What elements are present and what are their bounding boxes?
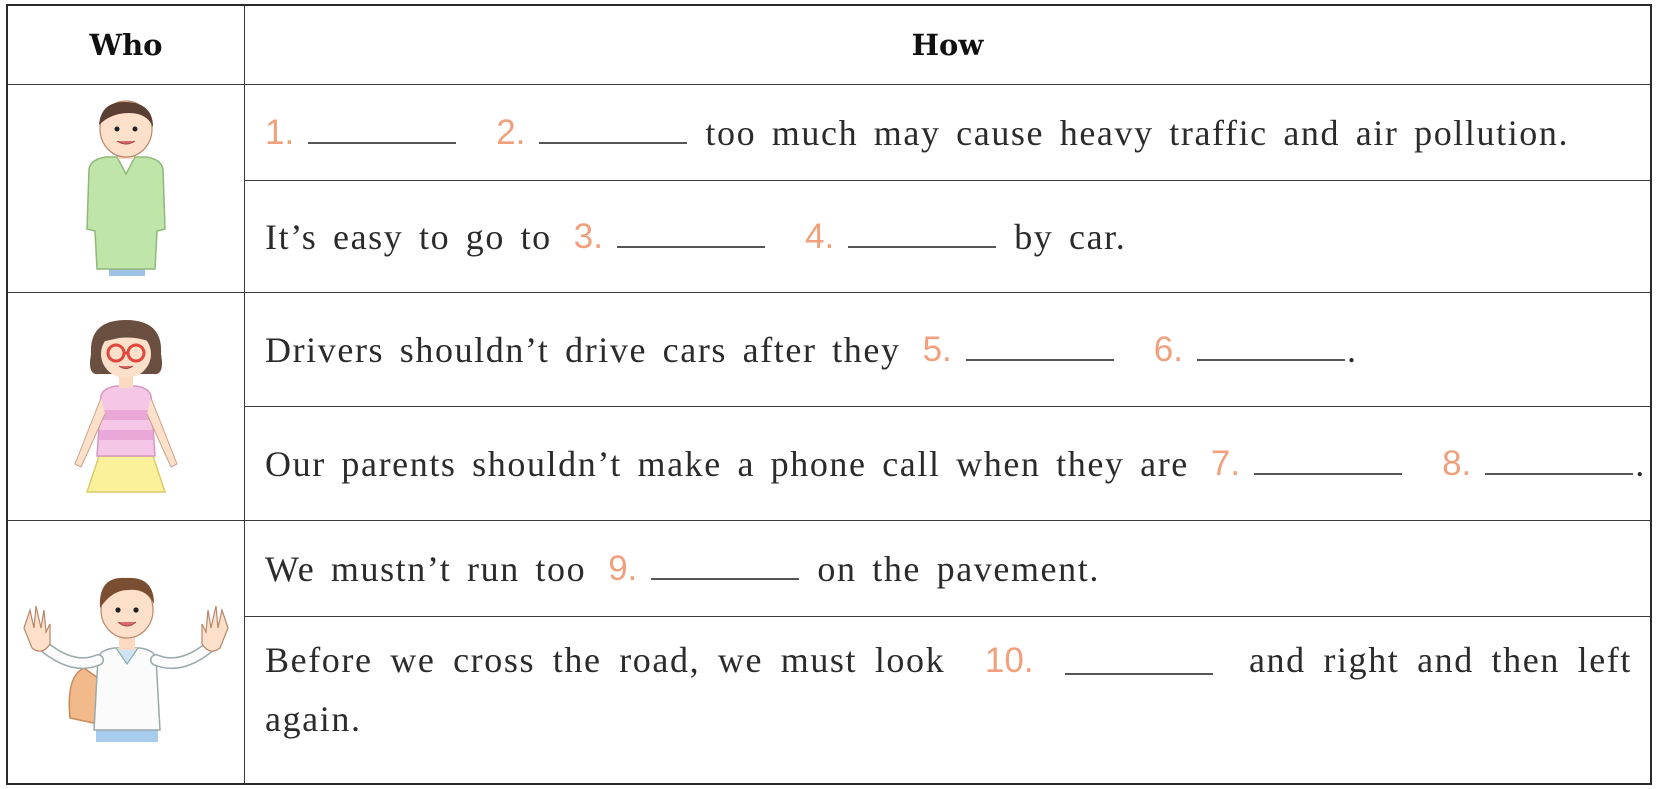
blank-number: 6.: [1153, 329, 1183, 369]
sentence-row-1: [245, 85, 1650, 180]
answer-blank[interactable]: [1065, 672, 1213, 675]
sentence-text: and right and then left again.: [265, 640, 1632, 739]
answer-blank[interactable]: [848, 245, 996, 248]
sentence-row-4: [245, 407, 1650, 520]
sentence-row-3: [245, 293, 1650, 406]
blank-number: 2.: [496, 112, 526, 152]
sentence-row-5: [245, 521, 1650, 616]
girl-glasses-icon: [61, 314, 191, 499]
sentence-text: .: [1346, 329, 1358, 370]
who-cell-2: [8, 293, 244, 520]
who-cell-1: [8, 85, 244, 292]
answer-blank[interactable]: [966, 358, 1114, 361]
sentence-text: by car.: [1014, 216, 1127, 257]
answer-blank[interactable]: [617, 245, 765, 248]
answer-blank[interactable]: [308, 141, 456, 144]
blank-number: 8.: [1442, 443, 1472, 483]
header-how: How: [911, 28, 984, 62]
sentence-text: Our parents shouldn’t make a phone call when they are: [265, 443, 1189, 484]
sentence-text: It’s easy to go to: [265, 216, 552, 257]
who-cell-3: [8, 521, 244, 785]
sentence-text: too much may cause heavy traffic and air pollution.: [705, 112, 1570, 153]
blank-number: 10.: [984, 641, 1034, 680]
sentence-text: on the pavement.: [817, 548, 1100, 589]
sentence-row-2: [245, 181, 1650, 292]
header-who: Who: [89, 28, 163, 62]
boy-backpack-icon: [14, 558, 238, 748]
blank-number: 9.: [608, 548, 638, 588]
sentence-text: We mustn’t run too: [265, 548, 587, 589]
answer-blank[interactable]: [1254, 472, 1402, 475]
sentence-row-6: [245, 617, 1650, 785]
answer-blank[interactable]: [539, 141, 687, 144]
sentence-text: Drivers shouldn’t drive cars after they: [265, 329, 901, 370]
blank-number: 3.: [573, 216, 603, 256]
answer-blank[interactable]: [1485, 472, 1633, 475]
blank-number: 7.: [1210, 443, 1241, 483]
boy-green-shirt-icon: [71, 99, 181, 279]
blank-number: 1.: [265, 112, 295, 152]
exercise-table: [6, 4, 1652, 785]
blank-number: 4.: [804, 216, 835, 256]
blank-number: 5.: [922, 329, 952, 369]
answer-blank[interactable]: [1197, 358, 1345, 361]
sentence-text: .: [1635, 443, 1646, 484]
sentence-text: Before we cross the road, we must look: [265, 640, 946, 680]
answer-blank[interactable]: [651, 577, 799, 580]
